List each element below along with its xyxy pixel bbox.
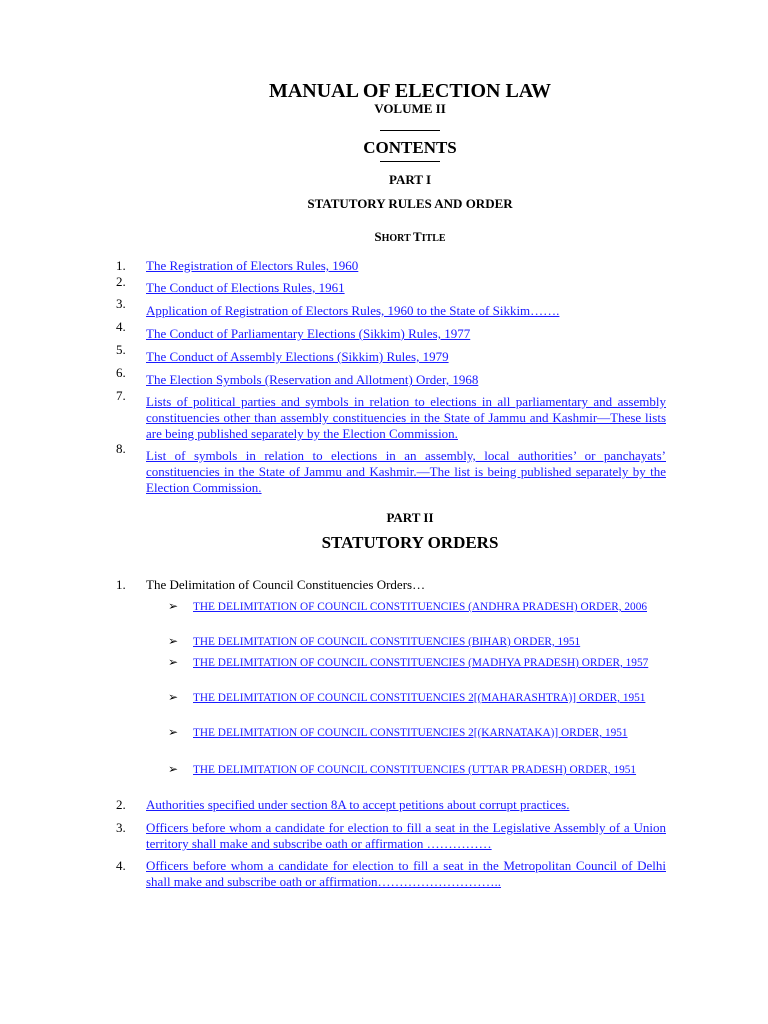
list-item-link[interactable]: The Election Symbols (Reservation and Allotment) Order, 1968 [146,372,479,387]
list-item-link[interactable]: The Conduct of Assembly Elections (Sikkim) Rules, 1979 [146,349,449,364]
sub-item-link[interactable]: THE DELIMITATION OF COUNCIL CONSTITUENCIES 2[(MAHARASHTRA)] ORDER, 1951 [193,692,646,704]
divider-bottom [380,161,440,162]
list-item-number: 3. [116,820,126,835]
list-item-number: 1. [116,258,126,273]
list-item-link[interactable]: Officers before whom a candidate for election to fill a seat in the Legislative Assembly of a Union territory shall make and subscribe oath or affirmation …………… [146,820,666,851]
sub-item-link[interactable]: THE DELIMITATION OF COUNCIL CONSTITUENCIES (BIHAR) ORDER, 1951 [193,636,581,648]
list-item-number: 2. [116,797,126,812]
list-item-link[interactable]: The Registration of Electors Rules, 1960 [146,258,359,273]
arrow-bullet-icon: ➢ [168,725,179,739]
list-item-link[interactable]: List of symbols in relation to elections in an assembly, local authorities’ or panchayats’ constituencies in the State of Jammu and Kashmir.—The list is being published separately by the Election Commission. [146,448,666,495]
list-item-link[interactable]: Application of Registration of Electors Rules, 1960 to the State of Sikkim……. [146,303,560,318]
list-item-link[interactable]: Authorities specified under section 8A to accept petitions about corrupt practices. [146,797,570,812]
list-item-number: 6. [116,365,126,380]
contents-heading: CONTENTS [363,138,457,157]
list-item-number: 2. [116,274,126,289]
list-item-number: 8. [116,441,126,456]
list-item-link[interactable]: Officers before whom a candidate for election to fill a seat in the Metropolitan Council of Delhi shall make and subscribe oath or affirmation……………………….. [146,858,666,889]
sub-item-link[interactable]: THE DELIMITATION OF COUNCIL CONSTITUENCIES (MADHYA PRADESH) ORDER, 1957 [193,657,649,669]
arrow-bullet-icon: ➢ [168,690,179,704]
list-item-number: 3. [116,296,126,311]
part-1-label: PART I [388,172,432,187]
arrow-bullet-icon: ➢ [168,655,179,669]
part-2-heading: STATUTORY ORDERS [321,533,499,552]
list-item-number: 7. [116,388,126,403]
list-item-number: 4. [116,319,126,334]
list-item-number: 5. [116,342,126,357]
list-item-text: The Delimitation of Council Constituencies Orders… [146,577,426,592]
list-item-link[interactable]: Lists of political parties and symbols in relation to elections in all parliamentary and assembly constituencies other than assembly constituencies in the State of Jammu and Kashmir—These lists are being published separately by the Election Commission. [146,394,666,441]
part-1-heading: STATUTORY RULES AND ORDER [307,196,513,211]
document-title: MANUAL OF ELECTION LAW [268,80,552,102]
arrow-bullet-icon: ➢ [168,599,179,613]
volume-label: VOLUME II [374,101,446,116]
arrow-bullet-icon: ➢ [168,634,179,648]
sub-item-link[interactable]: THE DELIMITATION OF COUNCIL CONSTITUENCIES (UTTAR PRADESH) ORDER, 1951 [193,764,637,776]
list-item-link[interactable]: The Conduct of Elections Rules, 1961 [146,280,345,295]
part-2-label: PART II [386,510,434,525]
arrow-bullet-icon: ➢ [168,762,179,776]
list-item-number: 4. [116,858,126,873]
sub-item-link[interactable]: THE DELIMITATION OF COUNCIL CONSTITUENCIES 2[(KARNATAKA)] ORDER, 1951 [193,727,628,739]
sub-item-link[interactable]: THE DELIMITATION OF COUNCIL CONSTITUENCIES (ANDHRA PRADESH) ORDER, 2006 [193,601,647,613]
short-title-heading: SHORT TITLE [374,229,446,244]
list-item-link[interactable]: The Conduct of Parliamentary Elections (Sikkim) Rules, 1977 [146,326,471,341]
list-item-number: 1. [116,577,126,592]
divider-top [380,130,440,131]
